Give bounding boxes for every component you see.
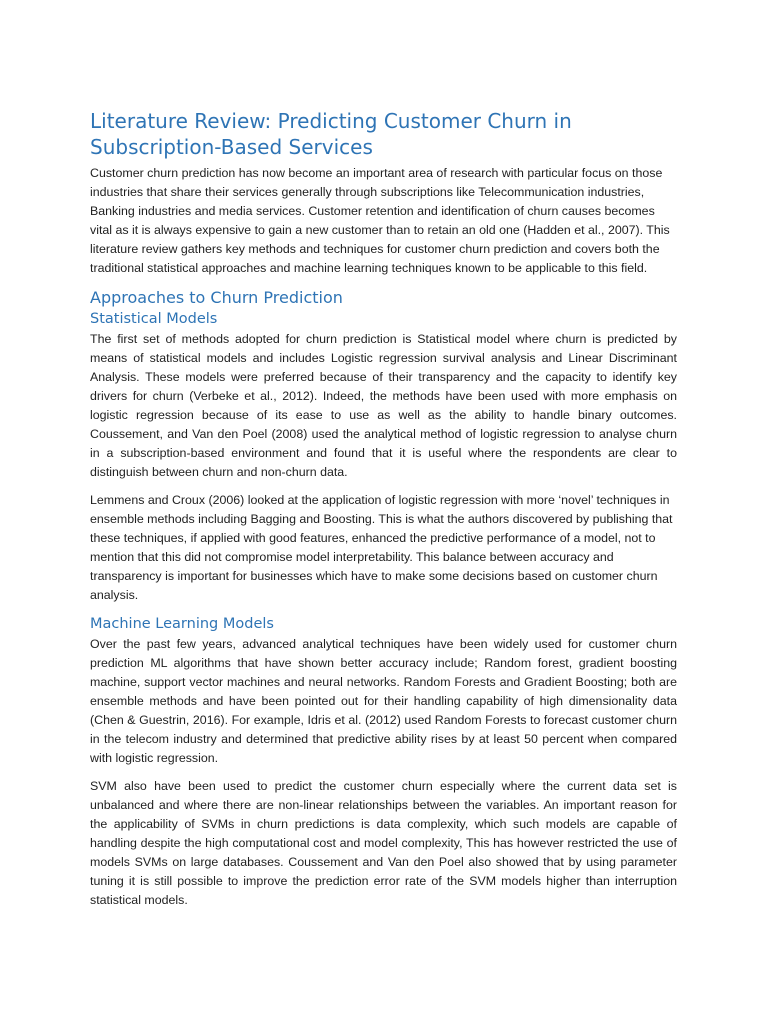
document-title: Literature Review: Predicting Customer Churn in Subscription-Based Services — [90, 109, 572, 159]
statistical-paragraph-2: Lemmens and Croux (2006) looked at the application of logistic regression with more ‘novel’ techniques in ensemble methods including Bagging and Boosting. This is what the authors discovered by publishing that these techniques, if applied with good features, enhanced the predictive performance of a model, not to mention that this did not compromise model interpretability. This balance between accuracy and transparency is important for businesses which have to make some decisions based on customer churn analysis. — [90, 493, 673, 602]
ml-paragraph-1: Over the past few years, advanced analytical techniques have been widely used for customer churn prediction ML algorithms that have shown better accuracy include; Random forest, gradient boosting machine, support vector machines and neural networks. Random Forests and Gradient Boosting; both are ensemble methods and have been pointed out for their handling capability of high dimensionality data (Chen & Guestrin, 2016). For example, Idris et al. (2012) used Random Forests to forecast customer churn in the telecom industry and determined that predictive ability rises by at least 50 percent when compared with logistic regression. — [90, 637, 677, 765]
subheading-statistical-models: Statistical Models — [90, 311, 218, 327]
statistical-paragraph-1: The first set of methods adopted for churn prediction is Statistical model where churn is predicted by means of statistical models and includes Logistic regression survival analysis and Linear Discriminant Analysis. These models were preferred because of their transparency and the capacity to identify key drivers for churn (Verbeke et al., 2012). Indeed, the methods have been used with more emphasis on logistic regression because of its ease to use as well as the ability to handle binary outcomes. Coussement, and Van den Poel (2008) used the analytical method of logistic regression to analyse churn in a subscription-based environment and found that it is useful where the respondents are clear to distinguish between churn and non-churn data. — [90, 332, 677, 479]
subheading-machine-learning-models: Machine Learning Models — [90, 616, 274, 632]
ml-paragraph-2: SVM also have been used to predict the customer churn especially where the current data set is unbalanced and where there are non-linear relationships between the variables. An important reason for the applicability of SVMs in churn predictions is data complexity, which such models are capable of handling despite the high computational cost and model complexity, This has however restricted the use of models SVMs on large databases. Coussement and Van den Poel also showed that by using parameter tuning it is still possible to improve the prediction error rate of the SVM models higher than interruption statistical models. — [90, 779, 677, 907]
document-content — [90, 108, 677, 910]
intro-paragraph: Customer churn prediction has now become an important area of research with particular focus on those industries that share their services generally through subscriptions like Telecommunication industries, Banking industries and media services. Customer retention and identification of churn causes becomes vital as it is always expensive to gain a new customer than to retain an old one (Hadden et al., 2007). This literature review gathers key methods and techniques for customer churn prediction and covers both the traditional statistical approaches and machine learning techniques known to be applicable to this field. — [90, 166, 670, 275]
section-heading-approaches: Approaches to Churn Prediction — [90, 288, 343, 307]
